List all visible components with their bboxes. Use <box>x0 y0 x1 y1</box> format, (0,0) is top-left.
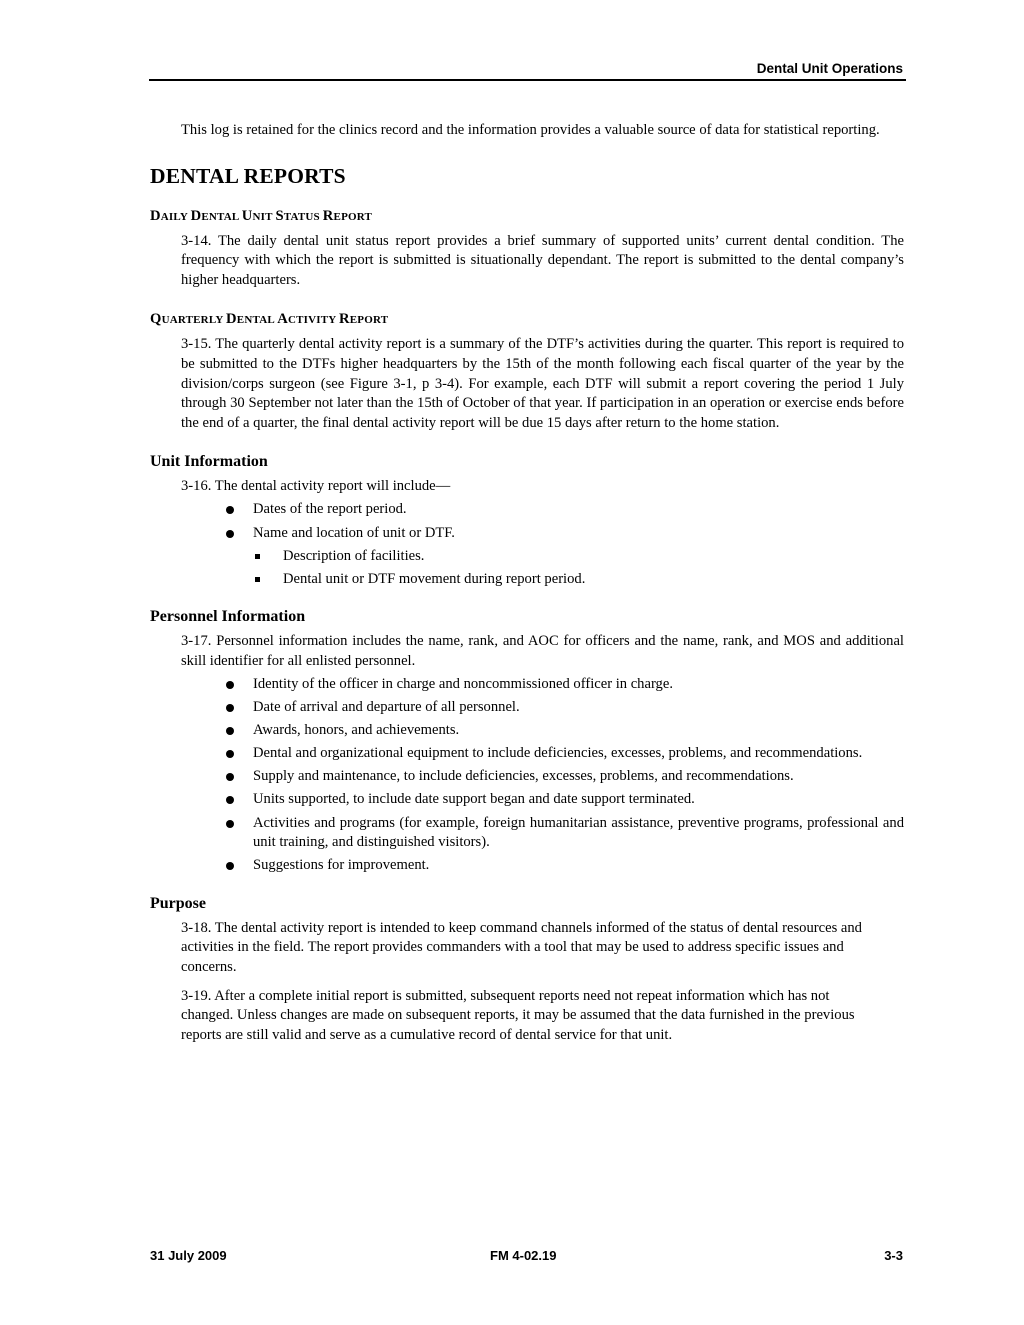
footer-date: 31 July 2009 <box>150 1248 227 1263</box>
list-item: Units supported, to include date support began and date support terminated. <box>253 790 904 810</box>
list-item: Supply and maintenance, to include deficiencies, excesses, problems, and recommendations. <box>253 767 904 787</box>
paragraph-3-14: 3-14. The daily dental unit status report provides a brief summary of supported units’ current dental condition. The frequency with which the report is submitted is situationally dependant. The report is submitted to the dental company’s higher headquarters. <box>181 232 904 288</box>
personnel-information-heading: Personnel Information <box>150 608 306 626</box>
page-body <box>150 121 904 1045</box>
paragraph-3-19: 3-19. After a complete initial report is submitted, subsequent reports need not repeat information which has not changed. Unless changes are made on subsequent reports, it may be assumed that the data furnished in the previous reports are still valid and serve as a cumulative record of dental service for that unit. <box>181 987 855 1043</box>
list-item: Awards, honors, and achievements. <box>253 721 904 741</box>
paragraph-3-16: 3-16. The dental activity report will include— <box>181 478 451 495</box>
unit-information-heading: Unit Information <box>150 453 268 471</box>
footer-page-number: 3-3 <box>884 1248 903 1263</box>
intro-paragraph: This log is retained for the clinics record and the information provides a valuable source of data for statistical reporting. <box>181 122 880 138</box>
header-rule <box>149 79 906 81</box>
list-item: Dates of the report period. <box>253 500 904 520</box>
section-title: DENTAL REPORTS <box>150 163 346 188</box>
list-item: Date of arrival and departure of all personnel. <box>253 698 904 718</box>
daily-report-heading: DAILY DENTAL UNIT STATUS REPORT <box>150 207 373 224</box>
paragraph-3-17: 3-17. Personnel information includes the name, rank, and AOC for officers and the name, rank, and MOS and additional skill identifier for all enlisted personnel. <box>181 633 904 669</box>
paragraph-3-15: 3-15. The quarterly dental activity report is a summary of the DTF’s activities during the quarter. This report is required to be submitted to the DTFs higher headquarters by the 15th of the month following each fiscal quarter of the year by the division/corps surgeon (see Figure 3-1, p 3-4). For example, each DTF will submit a report covering the period 1 July through 30 September not later than the 15th of October of that year. If participation in an operation or exercise ends before the end of a quarter, the final dental activity report will be due 15 days after return to the home station. <box>181 336 904 431</box>
unit-info-list <box>150 500 904 589</box>
list-item: Dental and organizational equipment to include deficiencies, excesses, problems, and recommendations. <box>253 744 904 764</box>
running-header: Dental Unit Operations <box>756 61 903 76</box>
sub-list-item: Description of facilities. <box>283 547 904 567</box>
sub-list-item: Dental unit or DTF movement during report period. <box>283 570 904 590</box>
paragraph-3-18: 3-18. The dental activity report is intended to keep command channels informed of the status of dental resources and activities in the field. The report provides commanders with a tool that may be used to address specific issues and concerns. <box>181 919 862 976</box>
quarterly-report-heading: QUARTERLY DENTAL ACTIVITY REPORT <box>150 311 389 328</box>
list-item: Name and location of unit or DTF. <box>253 524 904 544</box>
personnel-info-list <box>150 675 904 876</box>
footer-manual-number: FM 4-02.19 <box>490 1248 557 1263</box>
list-item: Activities and programs (for example, foreign humanitarian assistance, preventive programs, professional and unit training, and distinguished visitors). <box>253 814 904 853</box>
list-item: Identity of the officer in charge and noncommissioned officer in charge. <box>253 675 904 695</box>
list-item: Suggestions for improvement. <box>253 856 904 876</box>
purpose-heading: Purpose <box>150 894 206 912</box>
